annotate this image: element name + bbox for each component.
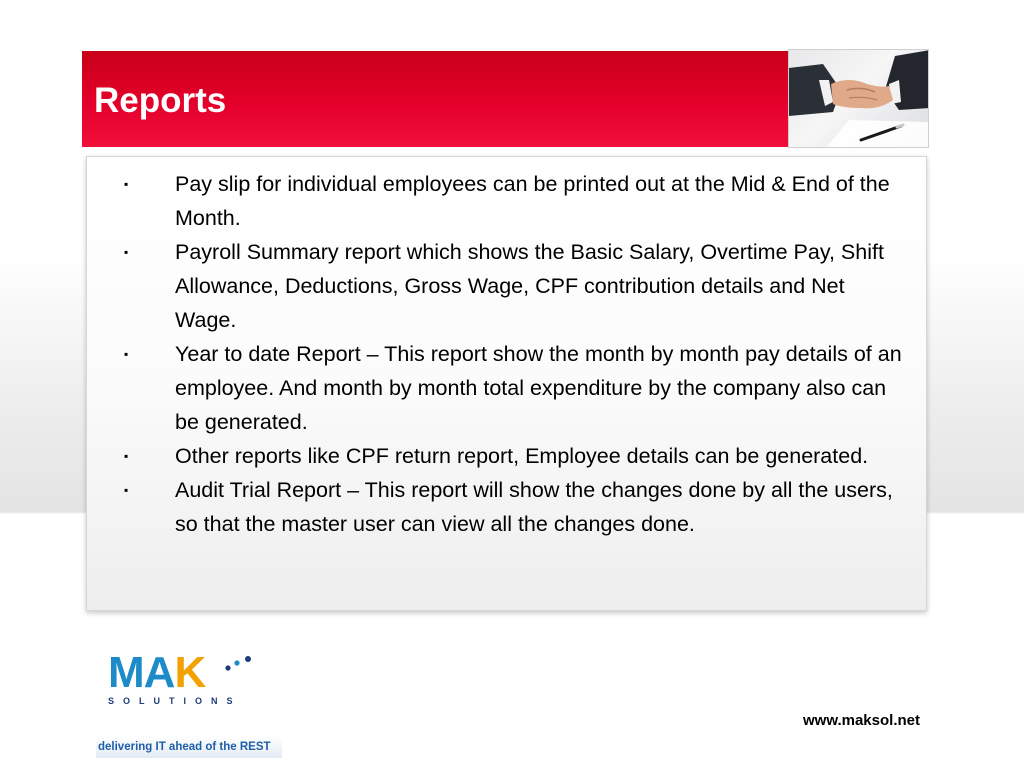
square-bullet-icon: ▪ [124, 483, 129, 497]
logo-wordmark [108, 648, 205, 698]
list-item [87, 167, 928, 235]
list-item-text: Payroll Summary report which shows the Basic Salary, Overtime Pay, Shift Allowance, Deductions, Gross Wage, CPF contribution details and Net Wage. [175, 240, 884, 332]
website-url: www.maksol.net [803, 712, 920, 729]
list-item-text: Other reports like CPF return report, Employee details can be generated. [175, 444, 869, 468]
content-panel [86, 156, 927, 611]
list-item [87, 473, 928, 541]
slide-title: Reports [94, 81, 227, 120]
logo-dots-icon [224, 654, 254, 674]
list-item [87, 337, 928, 439]
square-bullet-icon: ▪ [124, 449, 129, 463]
list-item-text: Year to date Report – This report show the month by month pay details of an employee. And month by month total expenditure by the company also can be generated. [175, 342, 902, 434]
company-logo [96, 640, 282, 758]
logo-tagline: delivering IT ahead of the REST [96, 736, 282, 758]
logo-wordmark-ma: MA [108, 648, 175, 697]
report-bullet-list [87, 167, 928, 541]
title-bar [82, 51, 788, 147]
logo-subtitle: SOLUTIONS [108, 696, 242, 706]
logo-wordmark-k: K [174, 648, 206, 697]
square-bullet-icon: ▪ [124, 347, 129, 361]
handshake-photo-icon [788, 49, 929, 148]
square-bullet-icon: ▪ [124, 177, 129, 191]
list-item-text: Audit Trial Report – This report will show the changes done by all the users, so that the master user can view all the changes done. [175, 478, 893, 536]
square-bullet-icon: ▪ [124, 245, 129, 259]
list-item [87, 235, 928, 337]
handshake-illustration [789, 50, 929, 148]
list-item [87, 439, 928, 473]
list-item-text: Pay slip for individual employees can be printed out at the Mid & End of the Month. [175, 172, 890, 230]
